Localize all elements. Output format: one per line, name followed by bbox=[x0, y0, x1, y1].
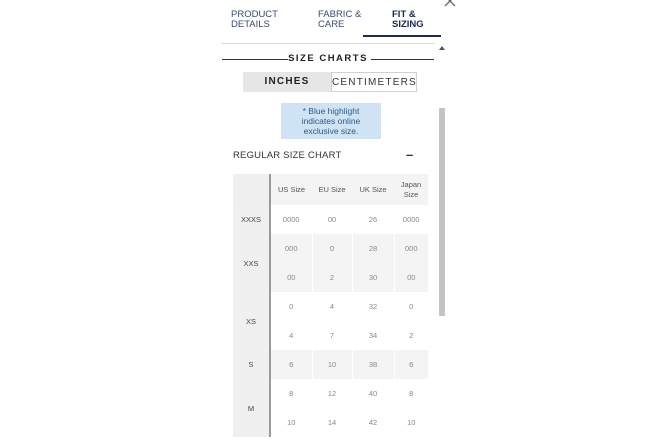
size-chart-table bbox=[233, 174, 428, 437]
tab-product-details[interactable] bbox=[231, 10, 278, 30]
table-cell: 8 bbox=[270, 379, 312, 408]
tab-label-line2: CARE bbox=[318, 19, 345, 30]
table-cell: 2 bbox=[312, 263, 352, 292]
table-cell: 26 bbox=[352, 205, 394, 234]
tab-fabric-care[interactable] bbox=[318, 10, 361, 30]
note-line: * Blue highlight bbox=[302, 106, 360, 116]
table-cell: 10 bbox=[270, 408, 312, 437]
header-line: Japan bbox=[400, 179, 422, 189]
table-cell: 30 bbox=[352, 263, 394, 292]
tab-label-line1: FABRIC & bbox=[318, 9, 362, 20]
table-cell: 0000 bbox=[394, 205, 428, 234]
table-cell: 28 bbox=[352, 234, 394, 263]
table-cell: 0 bbox=[394, 292, 428, 321]
tab-label-line1: PRODUCT bbox=[231, 9, 278, 20]
table-cell: 34 bbox=[352, 321, 394, 350]
table-cell: 12 bbox=[312, 379, 352, 408]
table-cell: 10 bbox=[394, 408, 428, 437]
heading-rule-right bbox=[371, 59, 434, 60]
note-line: indicates online bbox=[301, 116, 361, 126]
tab-label-line2: DETAILS bbox=[231, 19, 270, 30]
table-cell: 00 bbox=[394, 263, 428, 292]
column-header-uk: UK Size bbox=[352, 174, 394, 205]
table-row bbox=[233, 350, 428, 379]
row-size-label: XXXS bbox=[233, 205, 270, 234]
table-cell: 42 bbox=[352, 408, 394, 437]
chart-title: REGULAR SIZE CHART bbox=[233, 150, 342, 161]
inches-button[interactable]: INCHES bbox=[243, 72, 331, 92]
column-header-japan bbox=[394, 174, 428, 205]
table-cell: 6 bbox=[394, 350, 428, 379]
section-title: SIZE CHARTS bbox=[288, 53, 368, 64]
size-charts-heading bbox=[222, 53, 434, 65]
table-cell: 4 bbox=[312, 292, 352, 321]
column-header-eu: EU Size bbox=[312, 174, 352, 205]
scrollbar-thumb[interactable] bbox=[439, 108, 445, 316]
table-cell: 6 bbox=[270, 350, 312, 379]
table-cell: 2 bbox=[394, 321, 428, 350]
size-chart-accordion-header[interactable] bbox=[233, 147, 414, 164]
unit-toggle bbox=[243, 72, 417, 92]
table-row bbox=[233, 379, 428, 408]
table-cell: 000 bbox=[270, 234, 312, 263]
tab-label-line2: SIZING bbox=[392, 19, 424, 30]
table-row bbox=[233, 205, 428, 234]
note-line: exclusive size. bbox=[303, 126, 359, 136]
table-cell: 8 bbox=[394, 379, 428, 408]
table-cell: 0000 bbox=[270, 205, 312, 234]
table-header-row bbox=[233, 174, 428, 205]
table-cell: 10 bbox=[312, 350, 352, 379]
close-icon[interactable] bbox=[443, 0, 457, 8]
table-cell: 00 bbox=[312, 205, 352, 234]
table-cell: 32 bbox=[352, 292, 394, 321]
row-size-label: XXS bbox=[233, 234, 270, 292]
table-corner-cell bbox=[233, 174, 270, 205]
table-cell: 4 bbox=[270, 321, 312, 350]
header-line: Size bbox=[403, 189, 419, 199]
online-exclusive-note bbox=[281, 103, 381, 139]
row-size-label: S bbox=[233, 350, 270, 379]
table-cell: 38 bbox=[352, 350, 394, 379]
table-row bbox=[233, 292, 428, 321]
arrow-up-icon[interactable] bbox=[438, 44, 446, 52]
active-tab-indicator bbox=[363, 35, 441, 37]
table-cell: 00 bbox=[270, 263, 312, 292]
centimeters-button[interactable]: CENTIMETERS bbox=[331, 72, 417, 92]
row-size-label: XS bbox=[233, 292, 270, 350]
table-cell: 000 bbox=[394, 234, 428, 263]
column-header-us: US Size bbox=[270, 174, 312, 205]
table-row bbox=[233, 234, 428, 263]
table-cell: 14 bbox=[312, 408, 352, 437]
minus-icon[interactable]: – bbox=[406, 147, 414, 162]
divider bbox=[221, 43, 434, 44]
table-cell: 0 bbox=[270, 292, 312, 321]
tab-fit-sizing[interactable] bbox=[392, 10, 424, 30]
product-info-tabs bbox=[221, 10, 441, 36]
tab-label-line1: FIT & bbox=[392, 9, 416, 20]
table-cell: 40 bbox=[352, 379, 394, 408]
table-cell: 0 bbox=[312, 234, 352, 263]
row-size-label: M bbox=[233, 379, 270, 437]
table-cell: 7 bbox=[312, 321, 352, 350]
scrollbar[interactable] bbox=[438, 44, 446, 444]
